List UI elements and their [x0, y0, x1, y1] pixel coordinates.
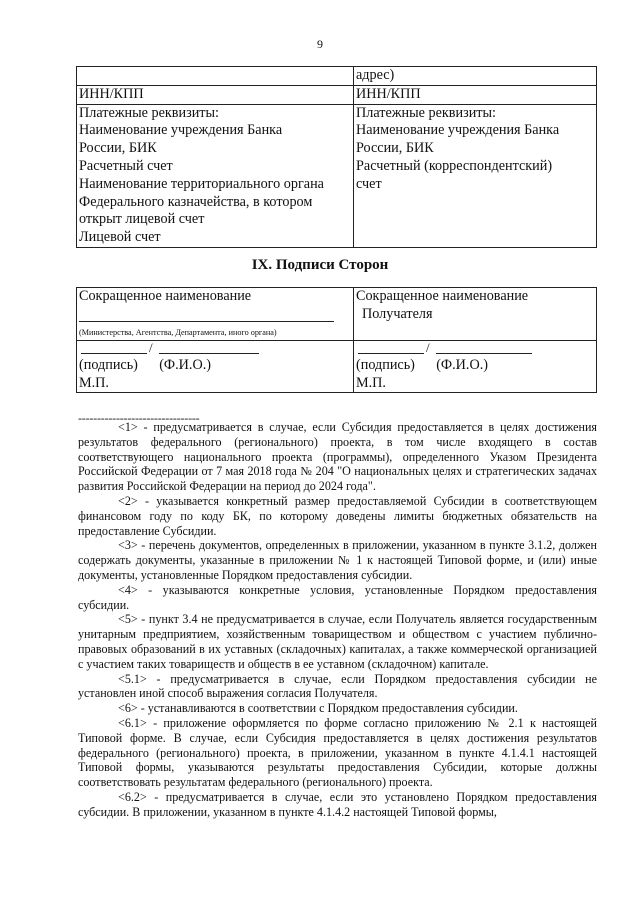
cell-text: России, БИК [79, 140, 157, 157]
left-party-note: (Министерства, Агентства, Департамента, иного органа) [79, 327, 277, 337]
table-row [77, 341, 597, 393]
footnote: <2> - указывается конкретный размер предоставляемой Субсидии в соответствующем финансовом году по коду БК, по которому доведены лимиты бюджетных обязательств на предоставление Субсидии. [78, 493, 597, 538]
cell-text: ИНН/КПП [356, 85, 421, 102]
table-row [77, 288, 597, 341]
stamp-label: М.П. [356, 374, 386, 391]
table-cell [354, 104, 597, 247]
footnote: <6.1> - приложение оформляется по форме согласно приложению № 2.1 к настоящей Типовой форме. В случае, если Субсидия предоставляется в целях достижения результатов федерального (регионального) проекта, в приложении, указанном в пункте 4.1.4.1 настоящей Типовой формы, указываются результаты предоставления Субсидии, которые должны соответствовать результатам федерального (регионального) проекта. [78, 715, 597, 790]
table-row [77, 67, 597, 86]
sign-label: (подпись) [356, 357, 415, 373]
fio-label: (Ф.И.О.) [436, 357, 488, 373]
signature-caption [79, 357, 351, 375]
signature-caption [356, 357, 594, 375]
footnotes [78, 420, 597, 820]
cell-text: Лицевой счет [79, 229, 161, 246]
cell-text: Платежные реквизиты: [79, 104, 219, 121]
footnote: <6> - устанавливаются в соответствии с Порядком предоставления субсидии. [118, 701, 518, 716]
page-number: 9 [317, 37, 323, 51]
sign-label: (подпись) [79, 357, 138, 373]
table-row [77, 104, 597, 247]
stamp-label: М.П. [79, 374, 109, 391]
cell-text: Наименование территориального органа [79, 175, 324, 192]
signatures-table [76, 287, 597, 393]
requisites-table [76, 66, 597, 248]
footnote: <3> - перечень документов, определенных в приложении, указанном в пункте 3.1.2, должен содержать документы, указанные в приложении № 1 к настоящей Типовой форме, и (или) иные документы, установленные Порядком предоставления субсидии. [78, 538, 597, 582]
right-party-name: Сокращенное наименование [356, 288, 529, 304]
cell-text: Расчетный счет [79, 157, 173, 174]
footnote: <6.2> - предусматривается в случае, если это установлено Порядком предоставления субсидии. В приложении, указанном в пункте 4.1.4.2 настоящей Типовой формы, [78, 789, 597, 819]
footnote: <5> - пункт 3.4 не предусматривается в случае, если Получатель является государственным унитарным предприятием, хозяйственным товариществом и обществом с участием публично-правовых образований в их уставных (складочных) капиталах, а также коммерческой организацией с участием таких товариществ и обществ в ее уставном (складочном) капитале. [78, 612, 597, 671]
section-title: IX. Подписи Сторон [251, 257, 389, 273]
fio-label: (Ф.И.О.) [159, 357, 211, 373]
table-cell [77, 288, 354, 341]
right-party-name-2: Получателя [362, 305, 433, 322]
table-cell [354, 341, 597, 393]
slash: / [149, 340, 153, 355]
cell-text: Наименование учреждения Банка [79, 122, 283, 139]
cell-text: России, БИК [356, 140, 434, 157]
footnote: <5.1> - предусматривается в случае, если Порядком предоставления субсидии не установлен иной способ выражения согласия Получателя. [78, 671, 597, 701]
table-cell [77, 67, 354, 86]
cell-text: счет [356, 175, 382, 192]
table-row [77, 85, 597, 104]
cell-text: ИНН/КПП [79, 85, 144, 102]
left-party-name: Сокращенное наименование [79, 288, 252, 304]
cell-text: адрес) [356, 67, 395, 83]
table-cell [77, 341, 354, 393]
cell-text: Расчетный (корреспондентский) [356, 157, 553, 174]
table-cell [354, 288, 597, 341]
table-cell [354, 85, 597, 104]
signature-line [356, 341, 594, 357]
table-cell [77, 85, 354, 104]
cell-text: открыт лицевой счет [79, 211, 205, 228]
signature-line [79, 341, 351, 357]
slash: / [426, 340, 430, 355]
cell-text: Федерального казначейства, в котором [79, 193, 313, 210]
table-cell [77, 104, 354, 247]
cell-text: Наименование учреждения Банка [356, 122, 560, 139]
cell-text: Платежные реквизиты: [356, 104, 496, 121]
table-cell [354, 67, 597, 86]
footnote-separator: -------------------------------- [78, 411, 200, 425]
footnote: <1> - предусматривается в случае, если Субсидия предоставляется в целях достижения результатов федерального (регионального) проекта, в том числе входящего в состав соответствующего национального проекта (программы), определенного Указом Президента Российской Федерации от 7 мая 2018 года № 204 "О национальных целях и стратегических задачах развития Российской Федерации на период до 2024 года". [78, 420, 597, 494]
footnote: <4> - указываются конкретные условия, установленные Порядком предоставления субсидии. [78, 582, 597, 612]
